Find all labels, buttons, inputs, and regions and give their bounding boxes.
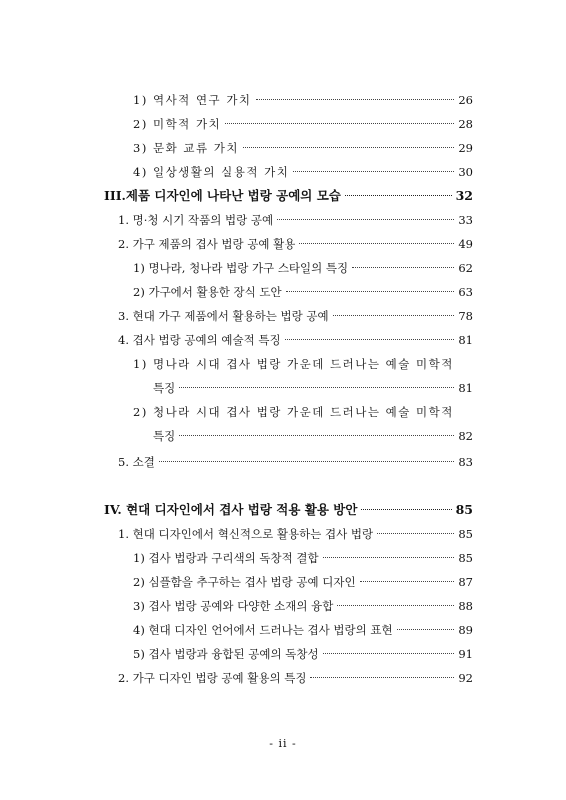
page-number: - ii - (269, 737, 297, 750)
toc-entry-title: 2. 가구 디자인 법랑 공예 활용의 특징 (118, 671, 307, 685)
toc-entry-page: 81 (458, 381, 473, 395)
toc-leader-dots (323, 653, 455, 654)
toc-entry[interactable] (118, 451, 473, 473)
toc-entry-title: 3) 겹사 법랑 공예와 다양한 소재의 융합 (133, 599, 334, 613)
toc-entry[interactable] (133, 89, 473, 111)
toc-leader-dots (286, 291, 455, 292)
toc-entry[interactable] (118, 305, 473, 327)
toc-entry[interactable] (133, 643, 473, 665)
toc-entry-title: 1) 명나라, 청나라 법랑 가구 스타일의 특징 (133, 261, 349, 275)
toc-entry-page: 89 (458, 623, 473, 637)
toc-leader-dots (377, 533, 454, 534)
toc-entry[interactable] (153, 377, 473, 399)
toc-entry-title: 1. 현대 디자인에서 혁신적으로 활용하는 겹사 법랑 (118, 527, 374, 541)
toc-entry-page: 83 (458, 455, 473, 469)
toc-leader-dots (159, 461, 455, 462)
toc-leader-dots (360, 581, 455, 582)
toc-entry-page: 85 (458, 551, 473, 565)
toc-chapter-title: IV. 현대 디자인에서 겹사 법랑 적용 활용 방안 (104, 502, 358, 517)
toc-entry[interactable] (133, 161, 473, 183)
toc-entry[interactable] (133, 137, 473, 159)
toc-entry[interactable] (118, 233, 473, 255)
toc-entry-title: 5. 소결 (118, 455, 155, 469)
toc-entry-title: 2) 가구에서 활용한 장식 도안 (133, 285, 282, 299)
toc-entry-page: 81 (458, 333, 473, 347)
toc-entry-page: 87 (458, 575, 473, 589)
toc-entry-page: 91 (458, 647, 473, 661)
toc-entry-title: 2. 가구 제품의 겹사 법랑 공예 활용 (118, 237, 296, 251)
toc-leader-dots (179, 387, 454, 388)
toc-entry[interactable] (133, 571, 473, 593)
toc-leader-dots (293, 171, 454, 172)
toc-leader-dots (345, 195, 452, 196)
toc-chapter-3[interactable] (104, 185, 473, 207)
toc-leader-dots (337, 605, 454, 606)
toc-entry-title: 4) 현대 디자인 언어에서 드러나는 겹사 법랑의 표현 (133, 623, 393, 637)
toc-leader-dots (225, 123, 454, 124)
toc-entry-title: 1) 겹사 법랑과 구리색의 독창적 결합 (133, 551, 319, 565)
toc-leader-dots (352, 267, 454, 268)
toc-entry-title: 2) 심플함을 추구하는 겹사 법랑 공예 디자인 (133, 575, 356, 589)
toc-chapter-4[interactable] (104, 499, 473, 521)
toc-entry-title: 3) 문화 교류 가치 (133, 141, 239, 155)
toc-entry-title: 1) 역사적 연구 가치 (133, 93, 252, 107)
toc-entry-page: 30 (458, 165, 473, 179)
toc-chapter-title: III.제품 디자인에 나타난 법랑 공예의 모습 (104, 188, 341, 203)
toc-entry[interactable] (153, 425, 473, 447)
toc-entry-title: 5) 겹사 법랑과 융합된 공예의 독창성 (133, 647, 319, 661)
toc-leader-dots (179, 435, 454, 436)
toc-entry-title: 1. 명·청 시기 작품의 법랑 공예 (118, 213, 274, 227)
toc-entry-page: 78 (458, 309, 473, 323)
toc-entry-page: 33 (458, 213, 473, 227)
toc-leader-dots (361, 509, 451, 510)
toc-entry-page: 26 (458, 93, 473, 107)
toc-entry-page: 49 (458, 237, 473, 251)
toc-entry[interactable] (133, 281, 473, 303)
toc-leader-dots (299, 243, 454, 244)
toc-entry-page: 62 (458, 261, 473, 275)
toc-leader-dots (256, 99, 455, 100)
toc-entry-page: 82 (458, 429, 473, 443)
toc-leader-dots (243, 147, 454, 148)
toc-entry-page: 92 (458, 671, 473, 685)
toc-entry-page: 85 (458, 527, 473, 541)
toc-entry[interactable] (133, 257, 473, 279)
toc-entry-title: 4. 겹사 법랑 공예의 예술적 특징 (118, 333, 281, 347)
toc-entry[interactable] (133, 595, 473, 617)
toc-entry[interactable] (133, 619, 473, 641)
toc-entry-page: 29 (458, 141, 473, 155)
toc-entry[interactable] (118, 329, 473, 351)
toc-leader-dots (323, 557, 455, 558)
toc-entry[interactable] (133, 113, 473, 135)
toc-leader-dots (333, 315, 455, 316)
toc-entry-title: 3. 현대 가구 제품에서 활용하는 법랑 공예 (118, 309, 329, 323)
toc-entry[interactable] (118, 523, 473, 545)
toc-entry-title-line2: 특징 (153, 429, 176, 443)
toc-entry-page: 63 (458, 285, 473, 299)
toc-entry[interactable] (118, 667, 473, 689)
toc-entry-title-line2: 특징 (153, 381, 176, 395)
toc-leader-dots (397, 629, 455, 630)
toc-entry-title-line1[interactable]: 1) 명나라 시대 겹사 법랑 가운데 드러나는 예술 미학적 (133, 357, 454, 371)
toc-entry[interactable] (133, 547, 473, 569)
toc-chapter-page: 32 (455, 188, 473, 203)
toc-leader-dots (277, 219, 454, 220)
toc-entry-page: 88 (458, 599, 473, 613)
toc-leader-dots (310, 677, 454, 678)
toc-entry-title-line1[interactable]: 2) 청나라 시대 겹사 법랑 가운데 드러나는 예술 미학적 (133, 405, 454, 419)
toc-entry-title: 2) 미학적 가치 (133, 117, 222, 131)
toc-entry-title: 4) 일상생활의 실용적 가치 (133, 165, 290, 179)
toc-entry-page: 28 (458, 117, 473, 131)
toc-entry[interactable] (118, 209, 473, 231)
toc-chapter-page: 85 (455, 502, 473, 517)
toc-leader-dots (285, 339, 455, 340)
